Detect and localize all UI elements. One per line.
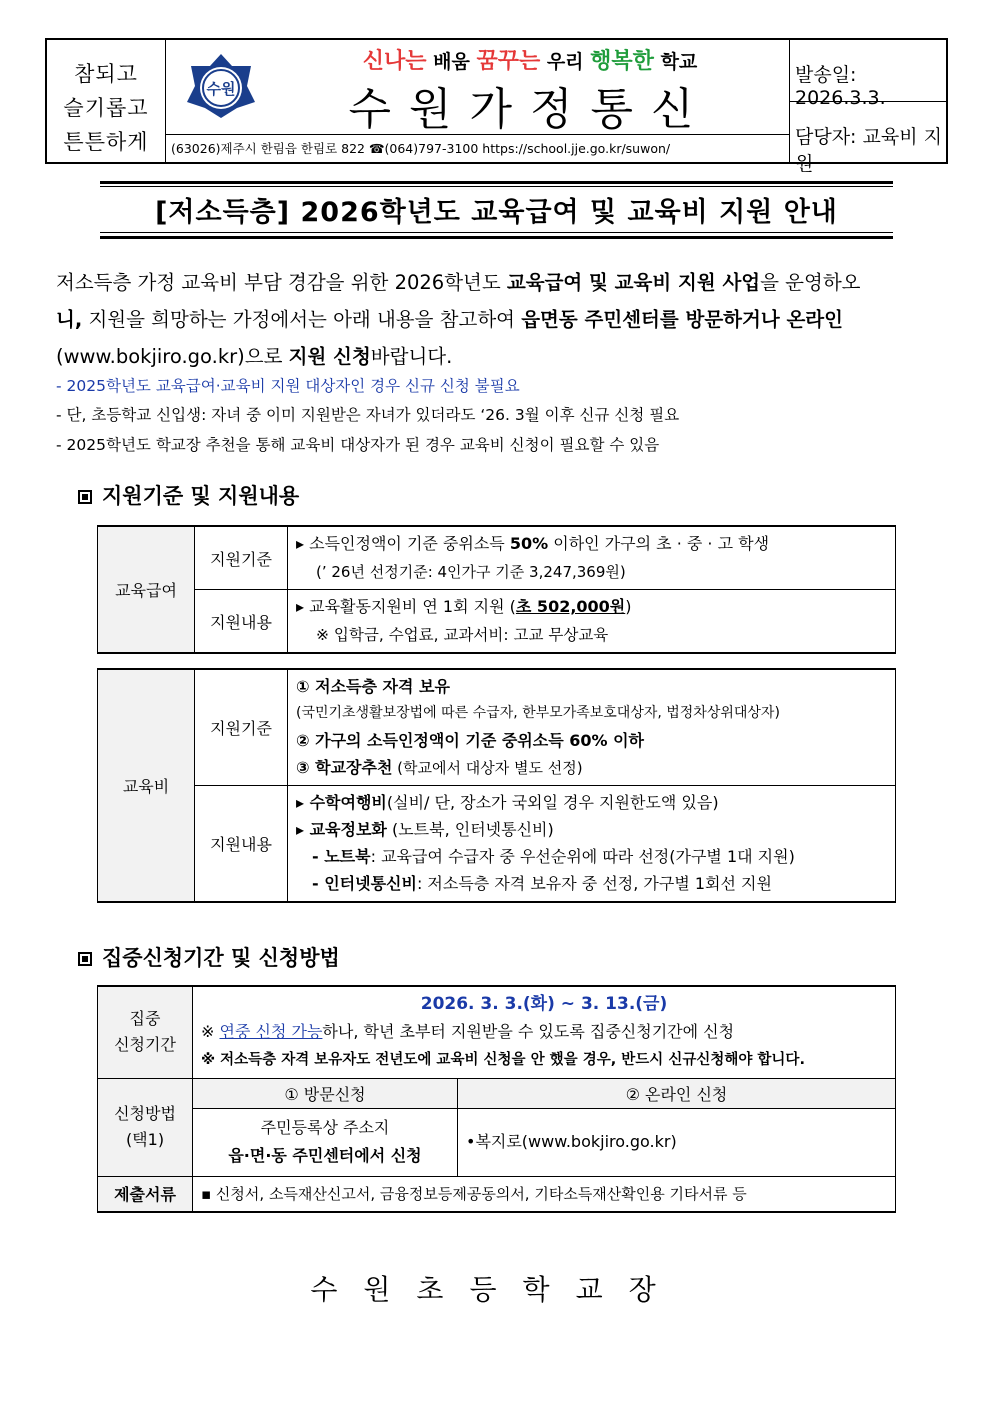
section-title-application: 집중신청기간 및 신청방법 (78, 942, 340, 972)
school-logo (185, 52, 257, 120)
row-label: 지원내용 (195, 786, 288, 902)
method-label: 신청방법 (택1) (98, 1078, 193, 1176)
school-address: (63026)제주시 한림읍 한림로 822 ☎(064)797-3100 https://school.jje.go.kr/suwon/ (165, 134, 789, 162)
category-label: 교육급여 (98, 526, 195, 653)
category-label: 교육비 (98, 669, 195, 902)
divider (100, 181, 893, 184)
bullet-item: - 단, 초등학교 신입생: 자녀 중 이미 지원받은 자녀가 있더라도 ‘26. 3월 이후 신규 신청 필요 (56, 406, 680, 424)
docs-label: 제출서류 (98, 1176, 193, 1212)
divider (100, 236, 893, 239)
criteria-cell: ▸ 소득인정액이 기준 중위소득 50% 이하인 가구의 초 · 중 · 고 학생 (’ 26년 선정기준: 4인가구 기준 3,247,369원) (288, 526, 896, 590)
intro-paragraph: 저소득층 가정 교육비 부담 경감을 위한 2026학년도 교육급여 및 교육비 지원 사업을 운영하오 니, 지원을 희망하는 가정에서는 아래 내용을 참고하여 읍면동 주민센터를 방문하거나 온라인 (www.bokjiro.go.kr)으로 지원 신청바랍니다. (56, 271, 861, 368)
visit-cell: 주민등록상 주소지 읍·면·동 주민센터에서 신청 (193, 1108, 458, 1176)
content-cell: ▸ 교육활동지원비 연 1회 지원 (초 502,000원) ※ 입학금, 수업료, 교과서비: 고교 무상교육 (288, 590, 896, 654)
slogan: 신나는 배움 꿈꾸는 우리 행복한 학교 (362, 49, 698, 74)
visit-header: ① 방문신청 (193, 1078, 458, 1108)
motto-line-2: 슬기롭고 (63, 96, 149, 120)
table-education-benefit (97, 525, 896, 654)
notice-heading: [저소득층] 2026학년도 교육급여 및 교육비 지원 안내 (155, 197, 838, 228)
newsletter-header (45, 38, 948, 175)
row-label: 지원내용 (195, 590, 288, 654)
docs-cell: ▪ 신청서, 소득재산신고서, 금융정보등제공동의서, 기타소득재산확인용 기타서류 등 (193, 1176, 896, 1212)
school-motto (47, 40, 166, 162)
motto-line-1: 참되고 (74, 62, 138, 86)
online-cell: •복지로(www.bokjiro.go.kr) (458, 1108, 896, 1176)
motto-line-3: 튼튼하게 (63, 130, 149, 154)
section-title-support: 지원기준 및 지원내용 (78, 480, 299, 510)
table-education-expense (97, 668, 896, 903)
table-application (97, 985, 896, 1213)
bullet-item: - 2025학년도 학교장 추천을 통해 교육비 대상자가 된 경우 교육비 신청이 필요할 수 있음 (56, 436, 660, 454)
signature: 수원초등학교장 (310, 1273, 682, 1306)
criteria-cell: ① 저소득층 자격 보유 (국민기초생활보장법에 따른 수급자, 한부모가족보호대상자, 법정차상위대상자) ② 가구의 소득인정액이 기준 중위소득 60% 이하 ③ 학교장추천 (학교에서 대상자 별도 선정) (288, 669, 896, 786)
online-header: ② 온라인 신청 (458, 1078, 896, 1108)
manager: 담당자: 교육비 지원 (795, 126, 942, 175)
header-meta (789, 40, 946, 175)
send-date: 발송일: 2026.3.3. (795, 64, 886, 109)
divider (100, 186, 893, 187)
divider (100, 232, 893, 233)
logo-text: 수원 (206, 80, 236, 98)
row-label: 지원기준 (195, 669, 288, 786)
period-cell: 2026. 3. 3.(화) ~ 3. 13.(금) ※ 연중 신청 가능하나, 학년 초부터 지원받을 수 있도록 집중신청기간에 신청 ※ 저소득층 자격 보유자도 전년도에 교육비 신청을 안 했을 경우, 반드시 신규신청해야 합니다. (193, 986, 896, 1078)
content-cell: ▸ 수학여행비(실비/ 단, 장소가 국외일 경우 지원한도액 있음) ▸ 교육정보화 (노트북, 인터넷통신비) - 노트북: 교육급여 수급자 중 우선순위에 따라 선정(가구별 1대 지원) - 인터넷통신비: 저소득층 자격 보유자 중 선정, 가구별 1회선 지원 (288, 786, 896, 902)
newsletter-title: 수원가정통신 (348, 84, 712, 135)
bullet-item: - 2025학년도 교육급여·교육비 지원 대상자인 경우 신규 신청 불필요 (56, 377, 520, 395)
period-label: 집중 신청기간 (98, 986, 193, 1078)
row-label: 지원기준 (195, 526, 288, 590)
header-center (165, 40, 790, 162)
